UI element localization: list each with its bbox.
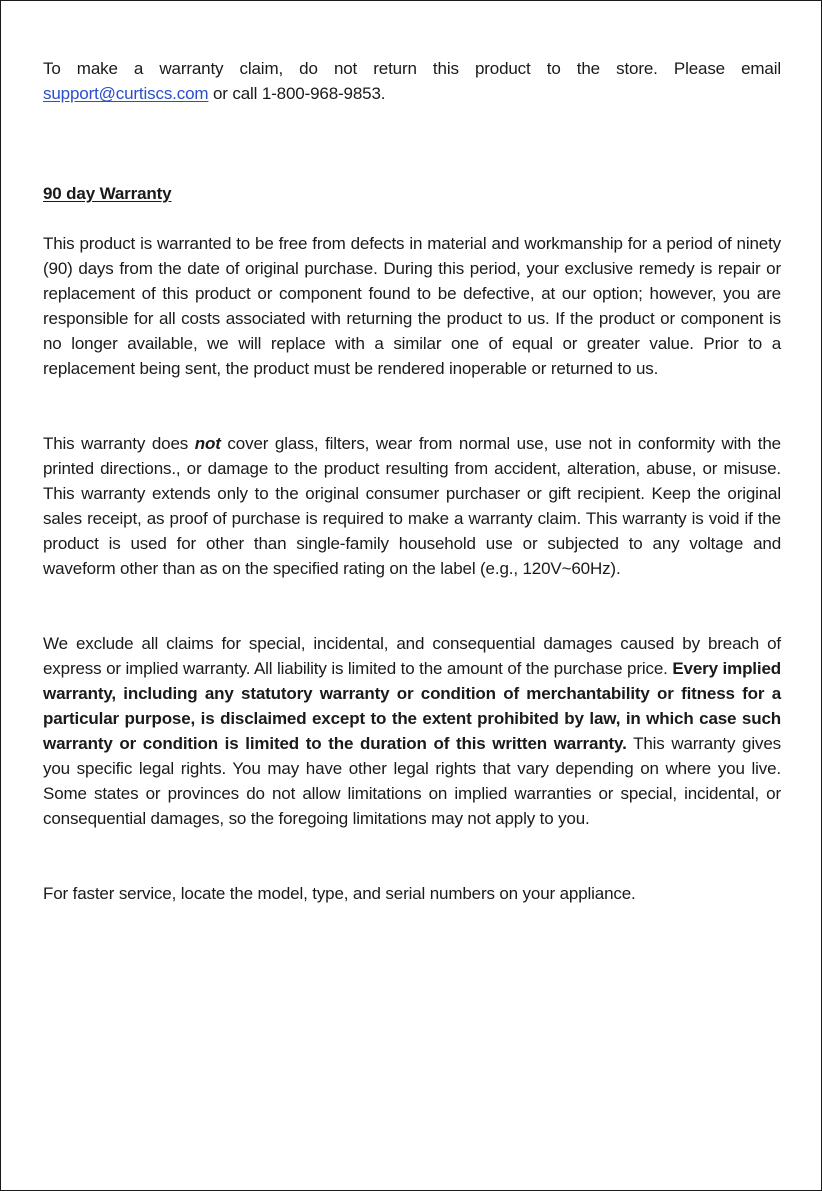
exclusions-text-after: cover glass, filters, wear from normal use, use not in conformity with the printed directions., or damage to the product resulting from accident, alteration, abuse, or misuse. This warranty extends only to the original consumer purchaser or gift recipient. Keep the original sales receipt, as proof of purchase is required to make a warranty claim. This warranty is void if the product is used for other than single-family household use or subjected to any voltage and waveform other than as on the specified rating on the label (e.g., 120V~60Hz). (43, 434, 781, 578)
liability-text-after: This warranty gives you specific legal rights. You may have other legal rights that vary depending on where you live. Some states or provinces do not allow limitations on implied warranties or special, incidental, or consequential damages, so the foregoing limitations may not apply to you. (43, 734, 781, 828)
claim-text-before: To make a warranty claim, do not return this product to the store. Please email (43, 59, 781, 78)
warranty-heading (43, 181, 781, 206)
claim-instructions (43, 56, 781, 106)
exclusions-emphasis: not (194, 434, 221, 453)
faster-service-paragraph: For faster service, locate the model, type, and serial numbers on your appliance. (43, 884, 636, 903)
support-email-link[interactable]: support@curtiscs.com (43, 84, 209, 103)
exclusions-text-before: This warranty does (43, 434, 195, 453)
warranty-coverage-paragraph: This product is warranted to be free from defects in material and workmanship for a period of ninety (90) days from the date of original purchase. During this period, your exclusive remedy is repair or replacement of this product or component found to be defective, at our option; however, you are responsible for all costs associated with returning the product to us. If the product or component is no longer available, we will replace with a similar one of equal or greater value. Prior to a replacement being sent, the product must be rendered inoperable or returned to us. (43, 234, 781, 378)
liability-text-before: We exclude all claims for special, incidental, and consequential damages caused by breach of express or implied warranty. All liability is limited to the amount of the purchase price. (43, 634, 781, 678)
warranty-heading-text: 90 day Warranty (43, 184, 172, 203)
claim-text-after: or call 1-800-968-9853. (208, 84, 386, 103)
implied-warranty-disclaimer: Every implied warranty, including any statutory warranty or condition of merchantability or fitness for a particular purpose, is disclaimed except to the extent prohibited by law, in which case such warranty or condition is limited to the duration of this written warranty. (43, 659, 781, 753)
liability-paragraph (43, 631, 781, 831)
warranty-exclusions-paragraph (43, 431, 781, 581)
